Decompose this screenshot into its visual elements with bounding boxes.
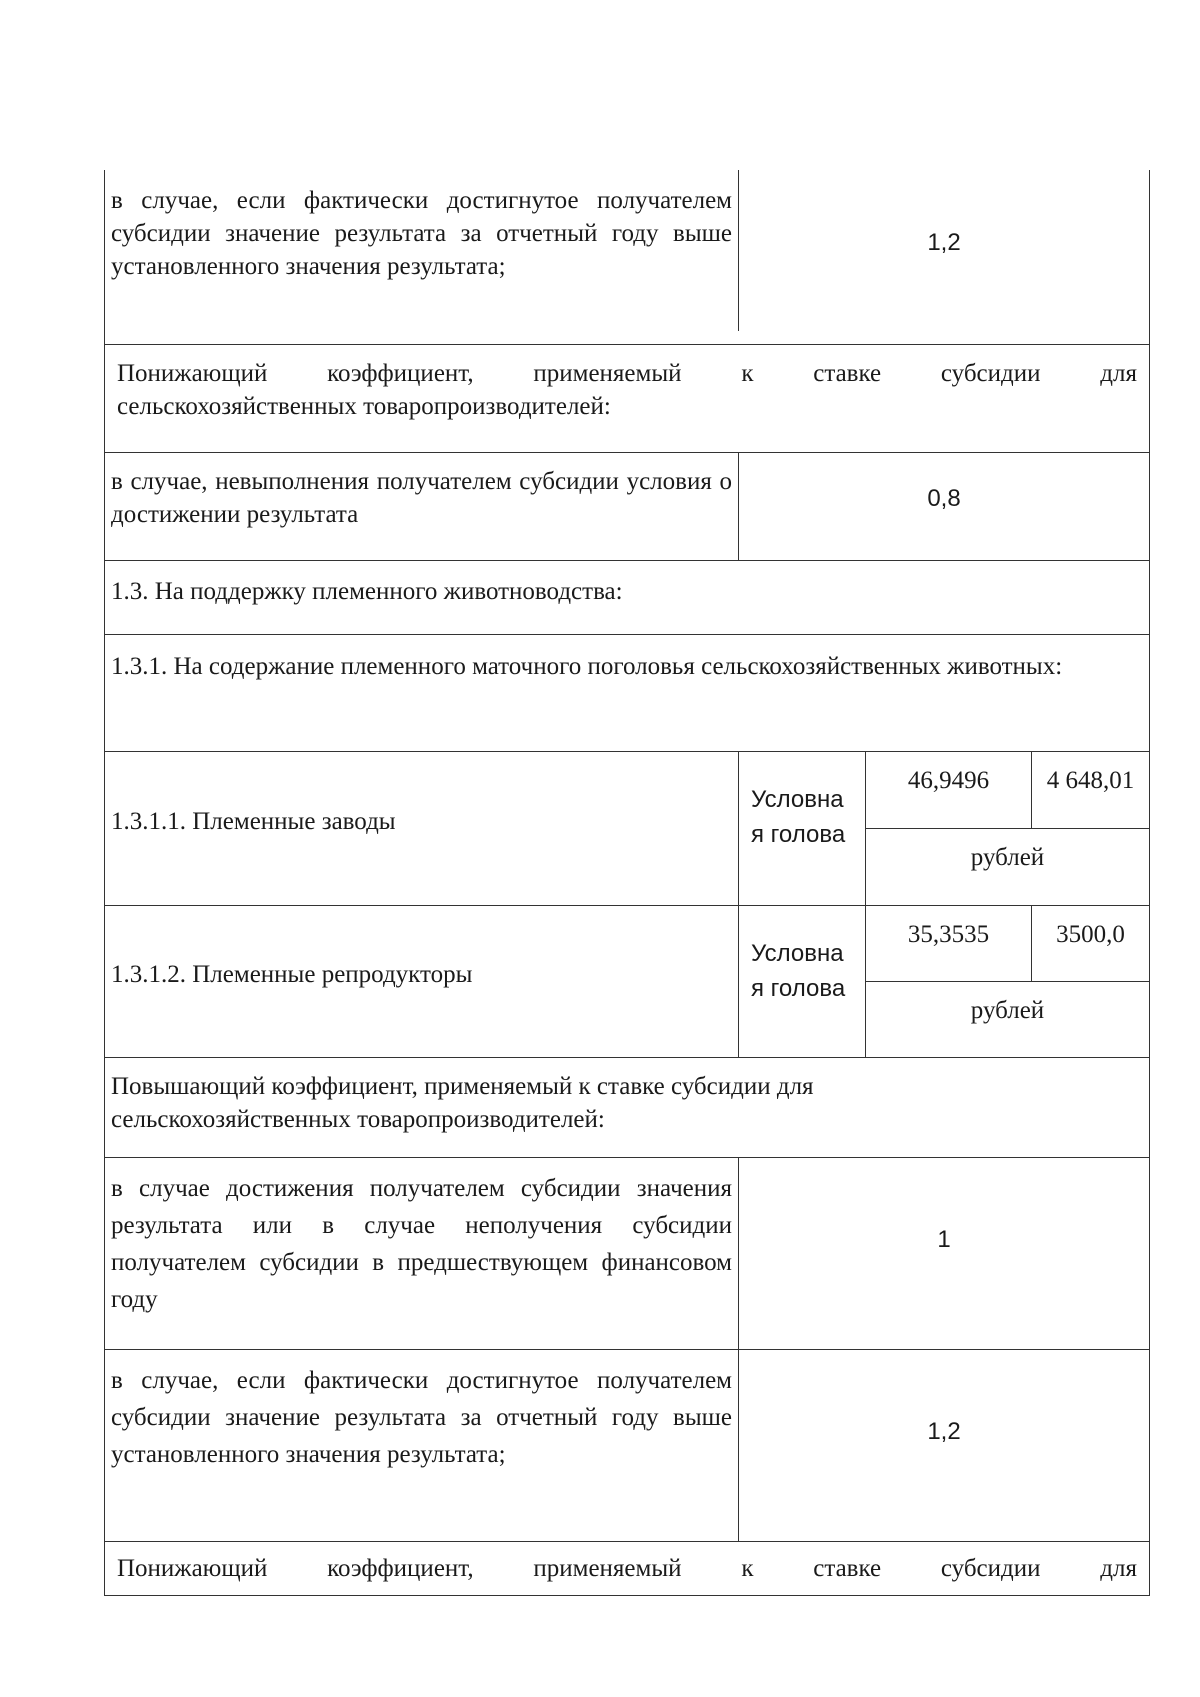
coefficient-value: 1,2 — [927, 1417, 961, 1445]
condition-text-cell — [105, 453, 739, 560]
reducing-coefficient-heading — [105, 357, 1149, 423]
table-row — [104, 1058, 1150, 1158]
section-heading — [105, 575, 1149, 608]
condition-text: в случае достижения получателем субсидии значения результата или в случае неполучения субсидии получателем субсидии в предшествующем финансовом году — [111, 1175, 732, 1313]
table-row — [104, 453, 1150, 561]
table-row — [104, 345, 1150, 453]
subsection-heading-text: 1.3.1. На содержание племенного маточного поголовья сельскохозяйственных животных: — [111, 653, 1063, 680]
currency-label: рублей — [970, 997, 1045, 1024]
subsection-heading — [105, 649, 1085, 685]
rate-value: 46,9496 — [907, 767, 990, 794]
condition-text: в случае, невыполнения получателем субсидии условия о достижении результата — [111, 468, 732, 528]
rate-cell — [866, 906, 1032, 982]
condition-text: в случае, если фактически достигнутое получателем субсидии значение результата за отчетный году выше установленного значения результата; — [111, 1367, 732, 1468]
coefficient-cell — [739, 453, 1149, 560]
breed-category-name: 1.3.1.2. Племенные репродукторы — [111, 961, 473, 988]
unit-line-2: я голова — [751, 821, 846, 848]
table-row — [104, 1158, 1150, 1350]
coefficient-cell — [739, 170, 1149, 344]
heading-line-1: Понижающий коэффициент, применяемый к ставке субсидии для — [117, 360, 1137, 387]
table-row — [104, 561, 1150, 635]
table-row — [104, 1542, 1150, 1596]
unit-line-1: Условна — [751, 786, 844, 813]
amount-cell — [1032, 906, 1149, 982]
coefficient-value: 0,8 — [927, 484, 961, 512]
coefficient-cell — [739, 1158, 1149, 1349]
coefficient-value: 1,2 — [927, 229, 961, 256]
table-row — [104, 906, 1150, 1058]
heading-text: Понижающий коэффициент, применяемый к ставке субсидии для — [117, 1555, 1137, 1582]
condition-text: в случае, если фактически достигнутое получателем субсидии значение результата за отчетный году выше установленного значения результата; — [111, 187, 732, 280]
amount-value: 3500,0 — [1056, 921, 1125, 948]
rate-cell — [866, 752, 1032, 829]
increasing-coefficient-heading — [105, 1070, 1005, 1136]
condition-text-cell — [105, 1350, 739, 1541]
amount-cell — [1032, 752, 1149, 829]
unit-cell — [739, 752, 866, 905]
breed-category-name: 1.3.1.1. Племенные заводы — [111, 808, 396, 835]
coefficient-cell — [739, 1350, 1149, 1541]
breed-category-cell — [105, 752, 739, 905]
currency-label: рублей — [970, 844, 1045, 871]
condition-text-cell — [105, 1158, 739, 1349]
table-row — [104, 635, 1150, 752]
condition-text-cell — [105, 170, 739, 331]
unit-line-2: я голова — [751, 975, 846, 1002]
table-row — [104, 1350, 1150, 1542]
coefficient-value: 1 — [937, 1225, 951, 1253]
amount-value: 4 648,01 — [1046, 767, 1135, 794]
reducing-coefficient-heading — [105, 1552, 1149, 1585]
unit-cell — [739, 906, 866, 1057]
currency-cell — [866, 829, 1149, 905]
breed-category-cell — [105, 906, 739, 1057]
heading-line-2: сельскохозяйственных товаропроизводителей: — [117, 393, 611, 420]
rate-value: 35,3535 — [907, 921, 990, 948]
unit-line-1: Условна — [751, 940, 844, 967]
table-row — [104, 752, 1150, 906]
section-heading-text: 1.3. На поддержку племенного животноводства: — [111, 578, 623, 605]
table-row — [104, 170, 1150, 345]
heading-text: Повышающий коэффициент, применяемый к ставке субсидии для сельскохозяйственных товаропроизводителей: — [111, 1073, 814, 1133]
currency-cell — [866, 982, 1149, 1057]
